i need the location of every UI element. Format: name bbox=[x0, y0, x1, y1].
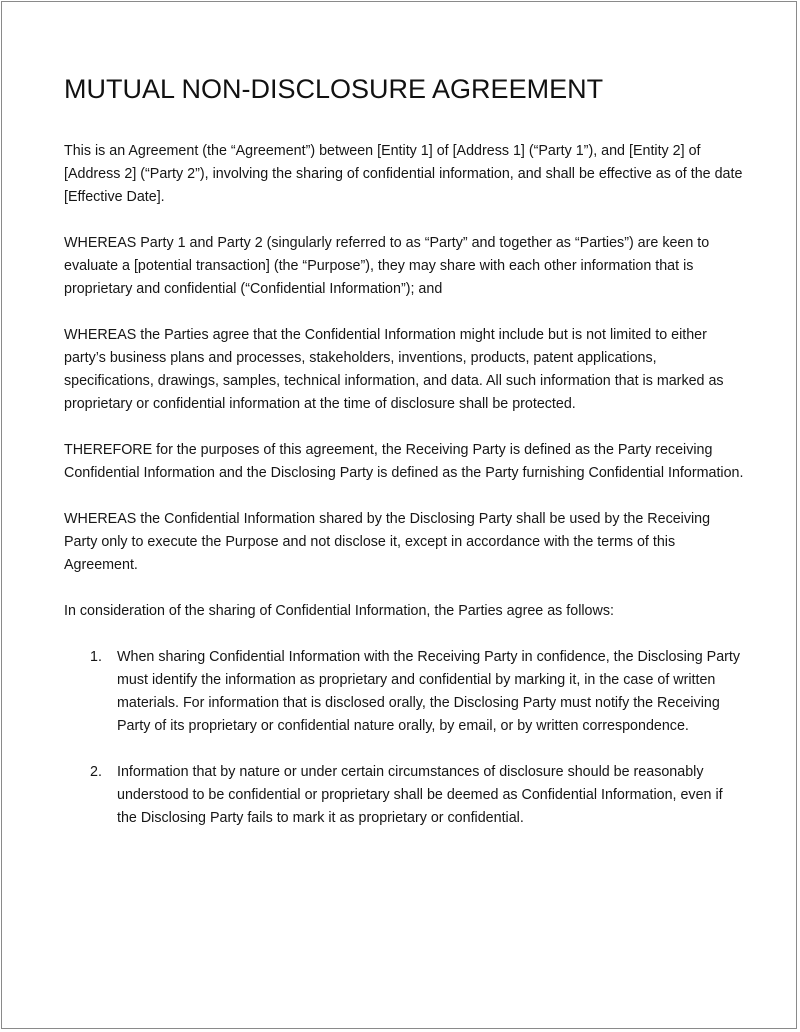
clause-item bbox=[64, 646, 744, 738]
clause-text: Information that by nature or under certain circumstances of disclosure should be reasonably understood to be confidential or proprietary shall be deemed as Confidential Information, even if the Disclosing Party fails to mark it as proprietary or confidential. bbox=[117, 764, 723, 826]
paragraph-therefore-definitions: THEREFORE for the purposes of this agreement, the Receiving Party is defined as the Party receiving Confidential Information and the Disclosing Party is defined as the Party furnishing Confidential Information. bbox=[64, 442, 744, 481]
paragraph-whereas-use: WHEREAS the Confidential Information shared by the Disclosing Party shall be used by the Receiving Party only to execute the Purpose and not disclose it, except in accordance with the terms of this Agreement. bbox=[64, 511, 711, 573]
paragraph-parties: This is an Agreement (the “Agreement”) between [Entity 1] of [Address 1] (“Party 1”), and [Entity 2] of [Address 2] (“Party 2”), involving the sharing of confidential information, and shall be effective as of the date [Effective Date]. bbox=[64, 143, 743, 205]
document-title: MUTUAL NON-DISCLOSURE AGREEMENT bbox=[64, 74, 604, 104]
paragraph-consideration: In consideration of the sharing of Confidential Information, the Parties agree as follows: bbox=[64, 603, 614, 619]
clause-list bbox=[64, 646, 744, 830]
document-page bbox=[1, 1, 797, 1029]
clause-number: 2. bbox=[90, 764, 102, 780]
clause-text: When sharing Confidential Information with the Receiving Party in confidence, the Disclosing Party must identify the information as proprietary and confidential by marking it, in the case of written materials. For information that is disclosed orally, the Disclosing Party must notify the Receiving Party of its proprietary or confidential nature orally, by email, or by written correspondence. bbox=[117, 649, 741, 734]
clause-number: 1. bbox=[90, 649, 102, 665]
paragraph-whereas-purpose: WHEREAS Party 1 and Party 2 (singularly referred to as “Party” and together as “Parties”) are keen to evaluate a [potential transaction] (the “Purpose”), they may share with each other information that is proprietary and confidential (“Confidential Information”); and bbox=[64, 235, 710, 297]
document-body bbox=[64, 72, 744, 853]
paragraph-whereas-scope: WHEREAS the Parties agree that the Confidential Information might include but is not limited to either party’s business plans and processes, stakeholders, inventions, products, patent applications, specifications, drawings, samples, technical information, and data. All such information that is marked as proprietary or confidential information at the time of disclosure shall be protected. bbox=[64, 327, 724, 412]
clause-item bbox=[64, 761, 744, 830]
